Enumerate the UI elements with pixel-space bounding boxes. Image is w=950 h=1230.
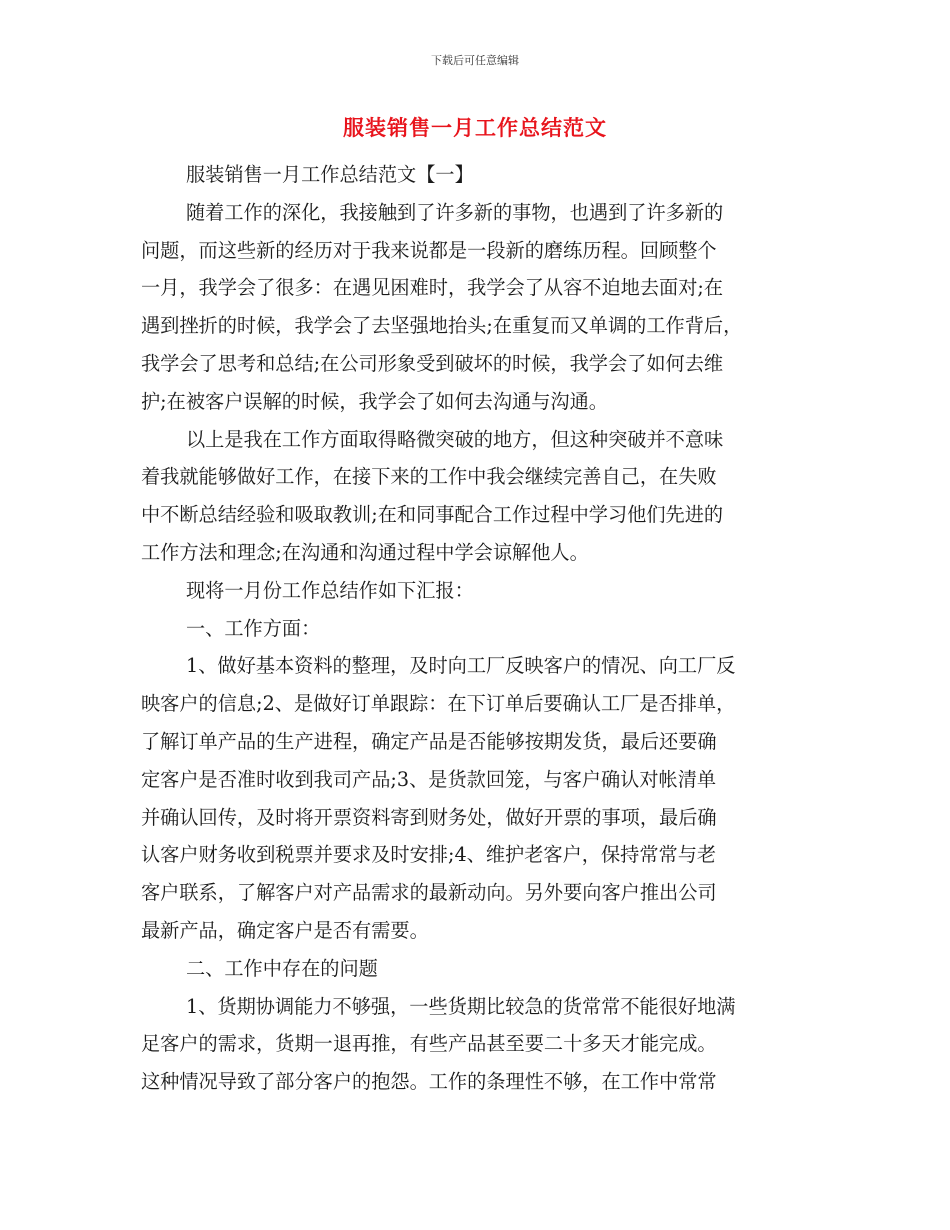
text-line: 现将一月份工作总结作如下汇报： (186, 578, 474, 602)
text-line: 定客户是否准时收到我司产品;3、是货款回笼，与客户确认对帐清单 (141, 767, 717, 791)
text-line: 二、工作中存在的问题 (186, 956, 378, 980)
text-line: 工作方法和理念;在沟通和沟通过程中学会谅解他人。 (141, 540, 589, 564)
text-line: 一月，我学会了很多：在遇见困难时，我学会了从容不迫地去面对;在 (141, 276, 724, 300)
text-line: 了解订单产品的生产进程，确定产品是否能够按期发货，最后还要确 (141, 729, 717, 753)
text-line: 以上是我在工作方面取得略微突破的地方，但这种突破并不意味 (186, 427, 724, 451)
text-line: 1、做好基本资料的整理，及时向工厂反映客户的情况、向工厂反 (186, 654, 736, 678)
text-line: 映客户的信息;2、是做好订单跟踪：在下订单后要确认工厂是否排单， (141, 692, 736, 716)
text-line: 客户联系，了解客户对产品需求的最新动向。另外要向客户推出公司 (141, 881, 717, 905)
text-line: 1、货期协调能力不够强，一些货期比较急的货常常不能很好地满 (186, 994, 736, 1018)
document-body (141, 156, 811, 1101)
text-line: 这种情况导致了部分客户的抱怨。工作的条理性不够，在工作中常常 (141, 1070, 717, 1094)
text-line: 并确认回传，及时将开票资料寄到财务处，做好开票的事项，最后确 (141, 805, 717, 829)
text-line: 我学会了思考和总结;在公司形象受到破坏的时候，我学会了如何去维 (141, 351, 724, 375)
header-note: 下载后可任意编辑 (431, 54, 519, 67)
text-line: 认客户财务收到税票并要求及时安排;4、维护老客户，保持常常与老 (141, 843, 717, 867)
text-line: 护;在被客户误解的时候，我学会了如何去沟通与沟通。 (141, 389, 608, 413)
text-line: 服装销售一月工作总结范文【一】 (186, 163, 474, 186)
text-line: 随着工作的深化，我接触到了许多新的事物，也遇到了许多新的 (186, 200, 724, 224)
text-line: 问题，而这些新的经历对于我来说都是一段新的磨练历程。回顾整个 (141, 238, 717, 262)
text-line: 遇到挫折的时候，我学会了去坚强地抬头;在重复而又单调的工作背后， (141, 314, 743, 338)
document-title: 服装销售一月工作总结范文 (343, 116, 607, 140)
text-line: 最新产品，确定客户是否有需要。 (141, 918, 429, 942)
text-line: 一、工作方面： (186, 616, 321, 640)
text-line: 足客户的需求，货期一退再推，有些产品甚至要二十多天才能完成。 (141, 1032, 717, 1056)
text-line: 中不断总结经验和吸取教训;在和同事配合工作过程中学习他们先进的 (141, 503, 724, 527)
text-line: 着我就能够做好工作，在接下来的工作中我会继续完善自己，在失败 (141, 465, 717, 489)
